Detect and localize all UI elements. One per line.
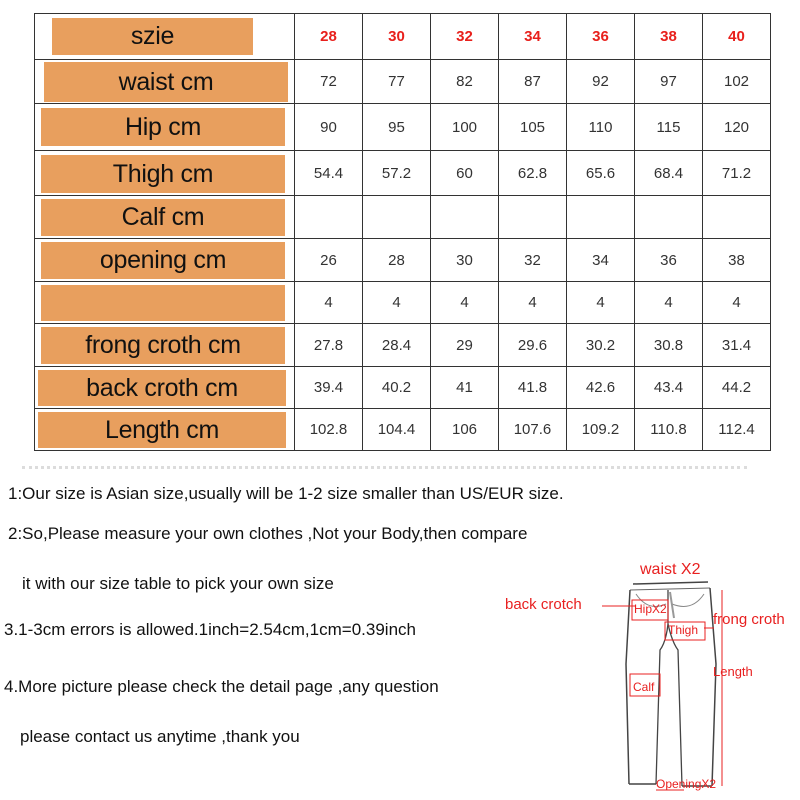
table-cell: 30 (431, 239, 499, 282)
back-crotch-annotation: back crotch (505, 596, 582, 613)
front-crotch-annotation: frong croth (713, 611, 785, 628)
table-row (35, 282, 771, 324)
size-header: 34 (499, 14, 567, 60)
table-cell: 28 (363, 239, 431, 282)
note-4: 4.More picture please check the detail page ,any question (4, 677, 439, 696)
table-cell: 65.6 (567, 151, 635, 196)
table-cell: 4 (635, 282, 703, 324)
left-leg-inner (656, 590, 668, 784)
right-leg-inner (668, 624, 682, 786)
row-label-cell (35, 367, 295, 409)
size-header: 38 (635, 14, 703, 60)
table-cell: 28.4 (363, 324, 431, 367)
table-cell: 102 (703, 60, 771, 104)
row-label-cell (35, 282, 295, 324)
table-cell: 30.2 (567, 324, 635, 367)
row-label: back croth cm (38, 370, 286, 406)
size-table (34, 13, 771, 451)
table-cell: 100 (431, 104, 499, 151)
table-cell (499, 196, 567, 239)
calf-annotation: Calf (633, 680, 655, 694)
table-cell: 82 (431, 60, 499, 104)
row-label-cell (35, 409, 295, 451)
table-cell: 4 (431, 282, 499, 324)
row-label-cell (35, 104, 295, 151)
table-cell: 54.4 (295, 151, 363, 196)
table-cell: 4 (295, 282, 363, 324)
table-row (35, 239, 771, 282)
row-label: frong croth cm (41, 327, 285, 364)
header-label: szie (52, 18, 253, 55)
note-4-continued: please contact us anytime ,thank you (20, 727, 300, 746)
waistband-lower (630, 588, 710, 590)
table-row (35, 367, 771, 409)
table-cell (363, 196, 431, 239)
table-cell: 97 (635, 60, 703, 104)
row-label: Calf cm (41, 199, 285, 236)
table-cell: 72 (295, 60, 363, 104)
waist-line (633, 582, 708, 584)
length-annotation: Length (713, 664, 753, 679)
table-cell: 39.4 (295, 367, 363, 409)
opening-annotation: OpeningX2 (656, 777, 717, 791)
table-cell: 90 (295, 104, 363, 151)
table-cell: 110 (567, 104, 635, 151)
table-row (35, 151, 771, 196)
table-cell: 104.4 (363, 409, 431, 451)
size-header: 32 (431, 14, 499, 60)
note-2: 2:So,Please measure your own clothes ,Not your Body,then compare (8, 524, 528, 543)
table-row (35, 324, 771, 367)
size-header: 36 (567, 14, 635, 60)
table-row (35, 104, 771, 151)
note-2-continued: it with our size table to pick your own size (22, 574, 334, 593)
table-cell: 30.8 (635, 324, 703, 367)
table-cell: 32 (499, 239, 567, 282)
note-3: 3.1-3cm errors is allowed.1inch=2.54cm,1cm=0.39inch (4, 620, 416, 639)
table-cell: 110.8 (635, 409, 703, 451)
table-cell: 34 (567, 239, 635, 282)
row-label-cell (35, 239, 295, 282)
table-cell: 38 (703, 239, 771, 282)
table-cell: 41 (431, 367, 499, 409)
row-label: Length cm (38, 412, 286, 448)
table-cell: 4 (363, 282, 431, 324)
table-cell: 40.2 (363, 367, 431, 409)
size-header: 28 (295, 14, 363, 60)
table-row (35, 196, 771, 239)
table-cell: 57.2 (363, 151, 431, 196)
row-label-cell (35, 196, 295, 239)
table-cell: 31.4 (703, 324, 771, 367)
waist-annotation: waist X2 (640, 561, 701, 578)
row-label-cell (35, 151, 295, 196)
table-cell: 106 (431, 409, 499, 451)
row-label (41, 285, 285, 321)
table-cell: 44.2 (703, 367, 771, 409)
table-cell: 29.6 (499, 324, 567, 367)
table-cell (635, 196, 703, 239)
table-cell: 4 (499, 282, 567, 324)
table-cell: 87 (499, 60, 567, 104)
table-cell: 27.8 (295, 324, 363, 367)
table-cell: 109.2 (567, 409, 635, 451)
row-label: opening cm (41, 242, 285, 279)
table-cell: 68.4 (635, 151, 703, 196)
pocket-right (672, 594, 704, 606)
row-label: waist cm (44, 62, 288, 102)
table-cell: 102.8 (295, 409, 363, 451)
size-header: 30 (363, 14, 431, 60)
left-leg-outer (626, 590, 630, 784)
table-cell: 26 (295, 239, 363, 282)
table-header-row (35, 14, 771, 60)
table-cell (431, 196, 499, 239)
row-label: Thigh cm (41, 155, 285, 193)
pants-diagram (498, 554, 800, 800)
table-cell: 43.4 (635, 367, 703, 409)
table-row (35, 409, 771, 451)
note-1: 1:Our size is Asian size,usually will be 1-2 size smaller than US/EUR size. (8, 484, 564, 503)
table-cell (567, 196, 635, 239)
table-cell: 60 (431, 151, 499, 196)
table-cell: 42.6 (567, 367, 635, 409)
table-cell: 120 (703, 104, 771, 151)
table-cell: 4 (703, 282, 771, 324)
dotted-divider (22, 466, 747, 469)
table-cell: 95 (363, 104, 431, 151)
header-label-cell (35, 14, 295, 60)
hip-annotation: HipX2 (634, 602, 667, 616)
table-row (35, 60, 771, 104)
table-cell: 107.6 (499, 409, 567, 451)
table-cell: 92 (567, 60, 635, 104)
table-cell: 29 (431, 324, 499, 367)
table-cell (703, 196, 771, 239)
row-label-cell (35, 324, 295, 367)
table-cell: 115 (635, 104, 703, 151)
table-cell: 36 (635, 239, 703, 282)
row-label-cell (35, 60, 295, 104)
table-cell: 77 (363, 60, 431, 104)
table-cell: 62.8 (499, 151, 567, 196)
table-cell: 4 (567, 282, 635, 324)
row-label: Hip cm (41, 108, 285, 146)
table-cell: 105 (499, 104, 567, 151)
table-cell: 112.4 (703, 409, 771, 451)
table-cell (295, 196, 363, 239)
table-cell: 41.8 (499, 367, 567, 409)
size-header: 40 (703, 14, 771, 60)
thigh-annotation: Thigh (668, 623, 699, 637)
table-cell: 71.2 (703, 151, 771, 196)
